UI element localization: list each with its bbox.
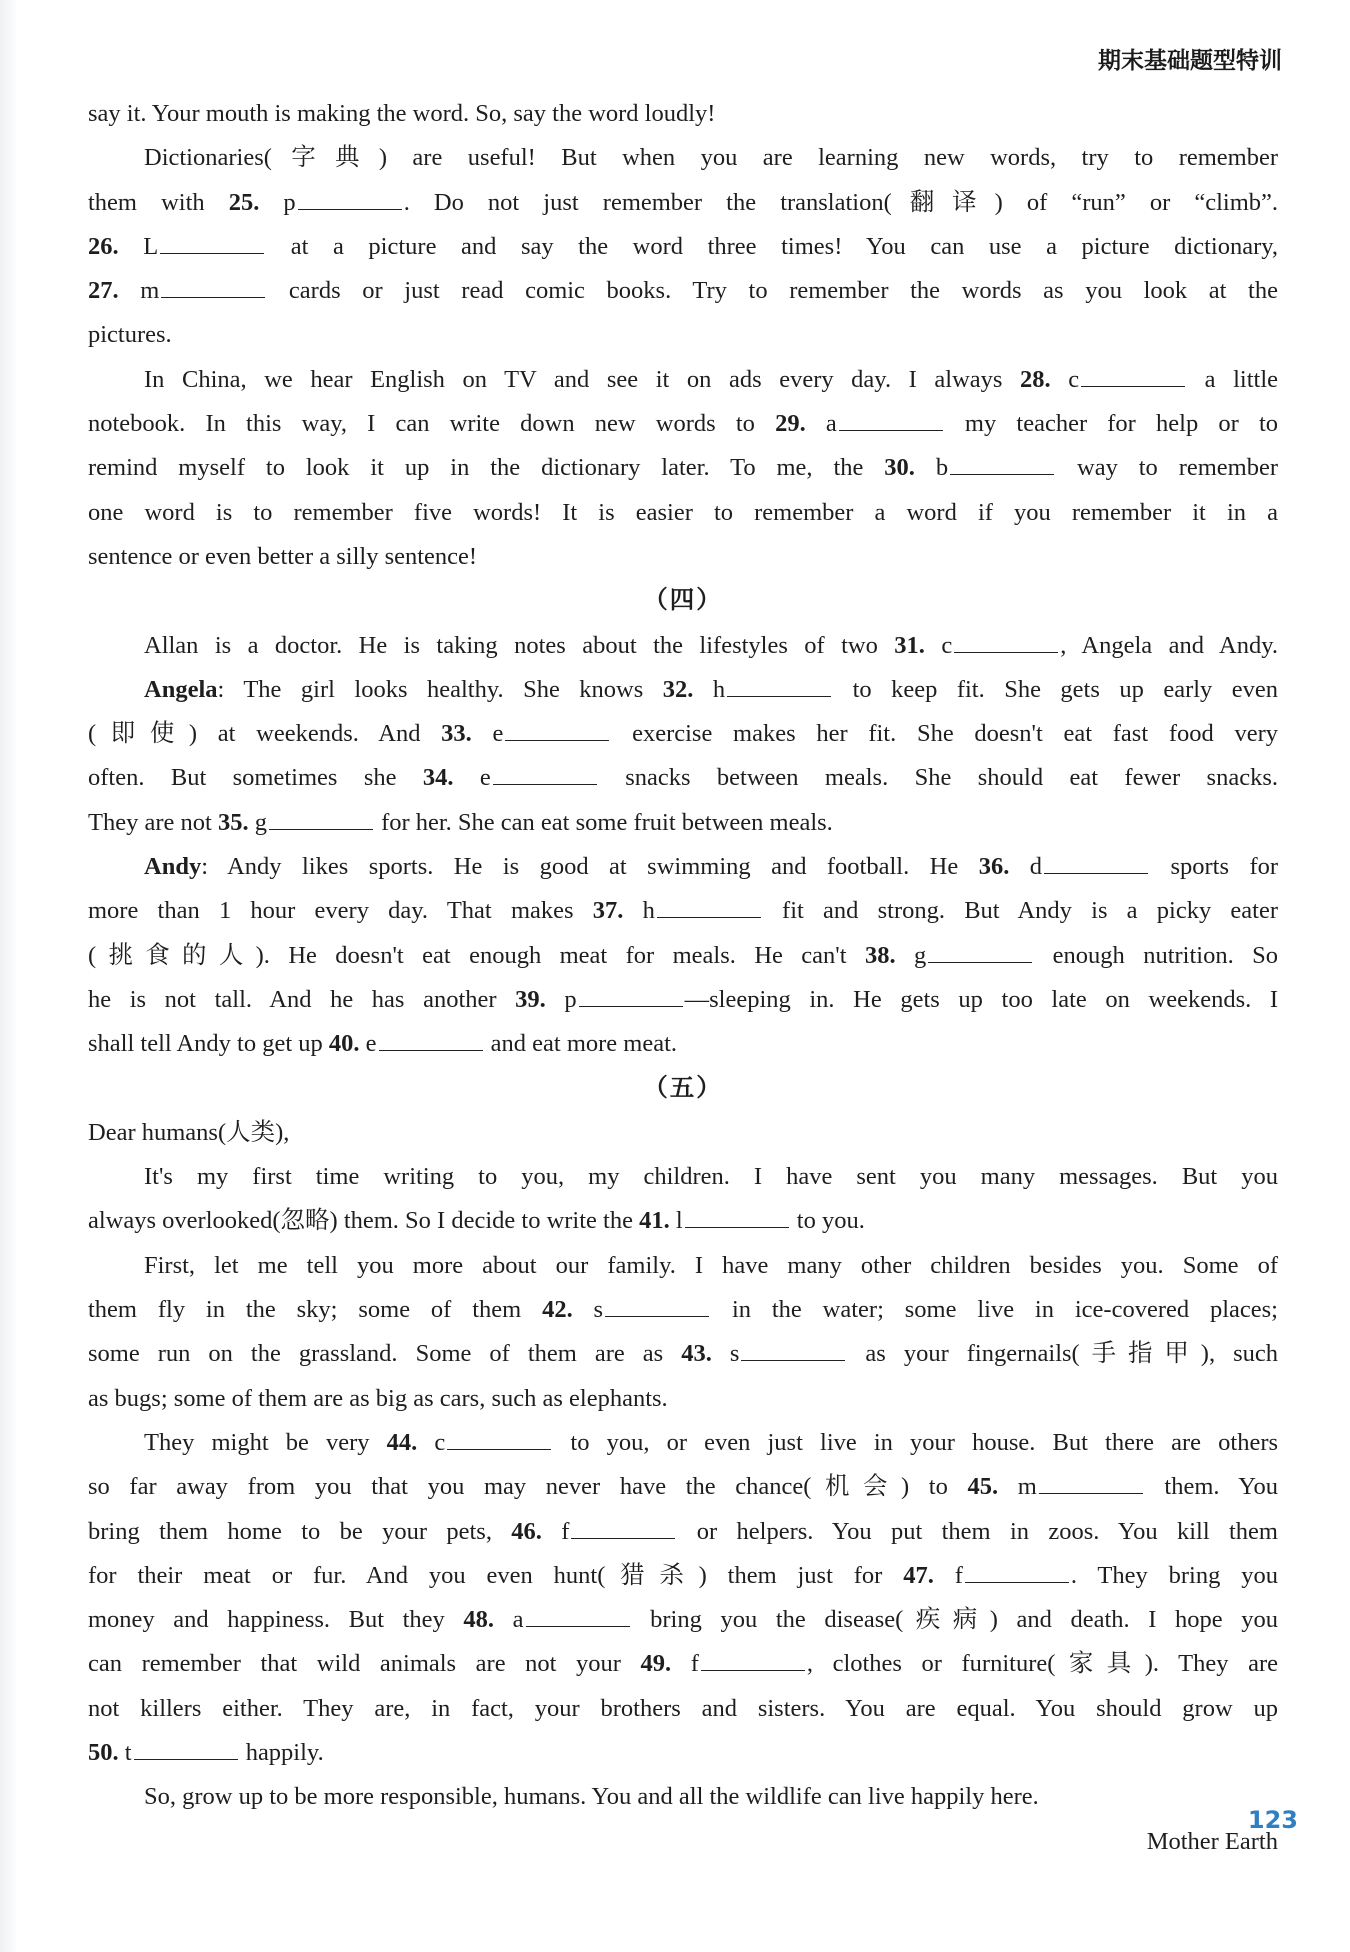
text-run: them with: [88, 188, 229, 216]
text-run: (即使) at weekends. And: [88, 720, 442, 748]
text-line: [88, 1022, 1278, 1066]
text-line: [88, 1421, 1278, 1465]
text-run: sports for: [1150, 853, 1279, 881]
text-run: In China, we hear English on TV and see it on ads every day. I always: [144, 365, 1020, 393]
bold-label: 45.: [967, 1473, 999, 1501]
answer-blank[interactable]: [298, 190, 402, 210]
text-run: Dictionaries(字典) are useful! But when you are learning new words, try to remember: [144, 144, 1278, 172]
text-run: f: [933, 1561, 963, 1589]
bold-label: Andy: [144, 853, 202, 881]
answer-blank[interactable]: [727, 677, 831, 697]
answer-blank[interactable]: [447, 1430, 551, 1450]
text-run: d: [1009, 853, 1043, 881]
bold-label: 31.: [894, 631, 925, 659]
text-line: [88, 225, 1278, 269]
text-line: [88, 1554, 1278, 1598]
answer-blank[interactable]: [579, 987, 683, 1007]
exercise-text: [88, 92, 1278, 1864]
text-run: f: [671, 1650, 699, 1678]
text-line: [88, 756, 1278, 800]
text-run: cards or just read comic books. Try to remember the words as you look at the: [267, 277, 1278, 305]
answer-blank[interactable]: [950, 455, 1054, 475]
text-run: to keep fit. She gets up early even: [833, 675, 1279, 703]
text-line: [88, 624, 1278, 668]
text-line: [88, 402, 1278, 446]
text-run: g: [895, 941, 927, 969]
text-line: [88, 92, 1278, 136]
answer-blank[interactable]: [954, 633, 1058, 653]
text-run: sentence or even better a silly sentence!: [88, 542, 478, 570]
bold-label: 46.: [511, 1517, 542, 1545]
text-line: [88, 978, 1278, 1022]
page-number: 123: [1247, 1806, 1298, 1834]
answer-blank[interactable]: [605, 1297, 709, 1317]
text-run: m: [118, 277, 160, 305]
text-run: not killers either. They are, in fact, your brothers and sisters. You are equal. You should grow up: [88, 1694, 1278, 1722]
text-run: so far away from you that you may never have the chance(机会) to: [88, 1473, 968, 1501]
bold-label: 48.: [463, 1606, 495, 1634]
text-run: my teacher for help or to: [944, 410, 1278, 438]
text-run: fit and strong. But Andy is a picky eater: [762, 897, 1279, 925]
bold-label: 47.: [903, 1561, 934, 1589]
text-run: s: [711, 1340, 740, 1368]
text-run: : Andy likes sports. He is good at swimming and football. He: [201, 853, 979, 881]
bold-label: 26.: [88, 232, 119, 260]
answer-blank[interactable]: [160, 234, 264, 254]
text-run: happily.: [239, 1738, 324, 1766]
text-run: can remember that wild animals are not your: [88, 1650, 641, 1678]
text-line: [88, 269, 1278, 313]
text-line: [88, 1687, 1278, 1731]
bold-label: 30.: [884, 454, 915, 482]
text-run: he is not tall. And he has another: [88, 985, 516, 1013]
bold-label: 44.: [386, 1428, 418, 1456]
text-run: them. You: [1144, 1473, 1278, 1501]
text-line: [88, 358, 1278, 402]
text-line: [88, 801, 1278, 845]
answer-blank[interactable]: [657, 898, 761, 918]
answer-blank[interactable]: [269, 810, 373, 830]
bold-label: 34.: [422, 764, 454, 792]
answer-blank[interactable]: [701, 1651, 805, 1671]
text-line: [88, 136, 1278, 180]
text-run: g: [248, 808, 267, 836]
text-line: [88, 579, 1278, 623]
text-line: [88, 1731, 1278, 1775]
text-run: as your fingernails(手指甲), such: [847, 1340, 1278, 1368]
text-run: Mother Earth: [1146, 1827, 1278, 1855]
text-line: [88, 313, 1278, 357]
bold-label: 37.: [592, 897, 624, 925]
answer-blank[interactable]: [161, 278, 265, 298]
answer-blank[interactable]: [134, 1740, 238, 1760]
bold-label: 41.: [639, 1207, 670, 1235]
bold-label: 42.: [542, 1296, 573, 1324]
text-run: Allan is a doctor. He is taking notes about the lifestyles of two: [144, 631, 895, 659]
text-line: [88, 1244, 1278, 1288]
text-run: to you.: [790, 1207, 865, 1235]
text-line: [88, 1598, 1278, 1642]
text-run: for her. She can eat some fruit between meals.: [374, 808, 833, 836]
text-run: or helpers. You put them in zoos. You kill them: [677, 1517, 1278, 1545]
bold-label: 38.: [864, 941, 896, 969]
text-run: for their meat or fur. And you even hunt(猎杀) them just for: [88, 1561, 904, 1589]
text-run: s: [572, 1296, 604, 1324]
text-run: h: [693, 675, 726, 703]
running-header: 期末基础题型特训: [1098, 48, 1282, 74]
bold-label: 32.: [662, 675, 694, 703]
text-run: a: [494, 1606, 524, 1634]
text-run: exercise makes her fit. She doesn't eat fast food very: [611, 720, 1278, 748]
text-run: e: [471, 720, 504, 748]
text-run: some run on the grassland. Some of them are as: [88, 1340, 682, 1368]
text-line: [88, 1465, 1278, 1509]
text-run: : The girl looks healthy. She knows: [217, 675, 663, 703]
text-run: shall tell Andy to get up: [88, 1030, 329, 1058]
text-line: [88, 181, 1278, 225]
text-run: a: [805, 410, 837, 438]
text-run: to you, or even just live in your house. But there are others: [553, 1428, 1279, 1456]
text-run: one word is to remember five words! It is easier to remember a word if you remember it in a: [88, 498, 1278, 526]
answer-blank[interactable]: [965, 1563, 1069, 1583]
text-run: e: [453, 764, 491, 792]
text-line: [88, 1510, 1278, 1554]
answer-blank[interactable]: [1081, 367, 1185, 387]
bold-label: 25.: [228, 188, 260, 216]
text-run: at a picture and say the word three times! You can use a picture dictionary,: [266, 232, 1279, 260]
text-line: [88, 668, 1278, 712]
text-run: bring you the disease(疾病) and death. I hope you: [631, 1606, 1278, 1634]
text-run: b: [914, 454, 949, 482]
text-line: [88, 1288, 1278, 1332]
answer-blank[interactable]: [741, 1341, 845, 1361]
text-run: notebook. In this way, I can write down new words to: [88, 410, 776, 438]
bold-label: Angela: [144, 675, 218, 703]
answer-blank[interactable]: [685, 1208, 789, 1228]
text-run: always overlooked(忽略) them. So I decide to write the: [88, 1207, 640, 1235]
text-run: say it. Your mouth is making the word. So, say the word loudly!: [88, 100, 716, 127]
text-line: [88, 1642, 1278, 1686]
bold-label: 43.: [681, 1340, 712, 1368]
text-run: , Angela and Andy.: [1060, 631, 1278, 659]
text-line: [88, 1199, 1278, 1243]
text-line: [88, 446, 1278, 490]
bold-label: 36.: [978, 853, 1010, 881]
text-run: money and happiness. But they: [88, 1606, 464, 1634]
text-run: pictures.: [88, 321, 172, 349]
text-run: t: [118, 1738, 132, 1766]
text-run: . They bring you: [1070, 1561, 1278, 1589]
answer-blank[interactable]: [379, 1031, 483, 1051]
text-line: [88, 491, 1278, 535]
text-run: c: [924, 631, 953, 659]
text-line: [88, 1155, 1278, 1199]
bold-label: 35.: [217, 808, 249, 836]
text-run: p: [259, 188, 296, 216]
text-run: in the water; some live in ice-covered places;: [711, 1296, 1278, 1324]
text-run: enough nutrition. So: [1034, 941, 1278, 969]
text-run: bring them home to be your pets,: [88, 1517, 512, 1545]
answer-blank[interactable]: [1044, 854, 1148, 874]
text-line: [88, 1775, 1278, 1819]
text-run: They are not: [88, 808, 218, 836]
bold-label: 27.: [88, 277, 119, 305]
text-run: It's my first time writing to you, my children. I have sent you many messages. But you: [144, 1163, 1278, 1191]
text-line: [88, 1111, 1278, 1155]
text-run: So, grow up to be more responsible, humans. You and all the wildlife can live happily here.: [144, 1783, 1039, 1811]
bold-label: 29.: [775, 410, 806, 438]
text-run: more than 1 hour every day. That makes: [88, 897, 593, 925]
text-run: and eat more meat.: [484, 1030, 678, 1058]
text-line: [88, 845, 1278, 889]
text-line: [88, 712, 1278, 756]
text-run: Dear humans(人类),: [88, 1118, 290, 1146]
text-run: l: [669, 1207, 683, 1235]
bold-label: 40.: [328, 1030, 360, 1058]
text-line: [88, 1820, 1278, 1864]
bold-label: 33.: [441, 720, 472, 748]
bold-label: 28.: [1020, 365, 1051, 393]
answer-blank[interactable]: [493, 765, 597, 785]
text-run: them fly in the sky; some of them: [88, 1296, 543, 1324]
answer-blank[interactable]: [928, 943, 1032, 963]
answer-blank[interactable]: [1039, 1474, 1143, 1494]
bold-label: 39.: [515, 985, 546, 1013]
text-run: First, let me tell you more about our family. I have many other children besides you. Some of: [144, 1251, 1278, 1279]
section-title: （五）: [643, 1074, 723, 1102]
answer-blank[interactable]: [839, 411, 943, 431]
answer-blank[interactable]: [571, 1519, 675, 1539]
page-edge-shadow: [0, 0, 18, 1952]
text-run: e: [359, 1030, 377, 1058]
text-line: [88, 889, 1278, 933]
text-run: L: [118, 232, 159, 260]
text-run: (挑食的人). He doesn't eat enough meat for meals. He can't: [88, 941, 865, 969]
text-line: [88, 1332, 1278, 1376]
bold-label: 50.: [88, 1738, 119, 1766]
section-title: （四）: [643, 587, 723, 615]
text-line: [88, 535, 1278, 579]
text-run: a little: [1187, 365, 1279, 393]
text-run: c: [1050, 365, 1080, 393]
answer-blank[interactable]: [505, 721, 609, 741]
text-run: —sleeping in. He gets up too late on weekends. I: [684, 985, 1279, 1013]
text-run: as bugs; some of them are as big as cars, such as elephants.: [88, 1384, 668, 1412]
text-run: . Do not just remember the translation(翻译) of “run” or “climb”.: [403, 188, 1279, 216]
text-run: snacks between meals. She should eat fewer snacks.: [598, 764, 1279, 792]
text-run: way to remember: [1056, 454, 1279, 482]
answer-blank[interactable]: [526, 1607, 630, 1627]
text-run: They might be very: [144, 1428, 387, 1456]
text-run: m: [998, 1473, 1037, 1501]
text-run: p: [545, 985, 577, 1013]
text-run: h: [623, 897, 655, 925]
text-line: [88, 1377, 1278, 1421]
text-run: remind myself to look it up in the dictionary later. To me, the: [88, 454, 885, 482]
text-line: [88, 934, 1278, 978]
text-run: f: [541, 1517, 570, 1545]
text-line: [88, 1067, 1278, 1111]
text-run: c: [417, 1428, 446, 1456]
text-run: , clothes or furniture(家具). They are: [806, 1650, 1278, 1678]
bold-label: 49.: [640, 1650, 672, 1678]
text-run: often. But sometimes she: [88, 764, 423, 792]
